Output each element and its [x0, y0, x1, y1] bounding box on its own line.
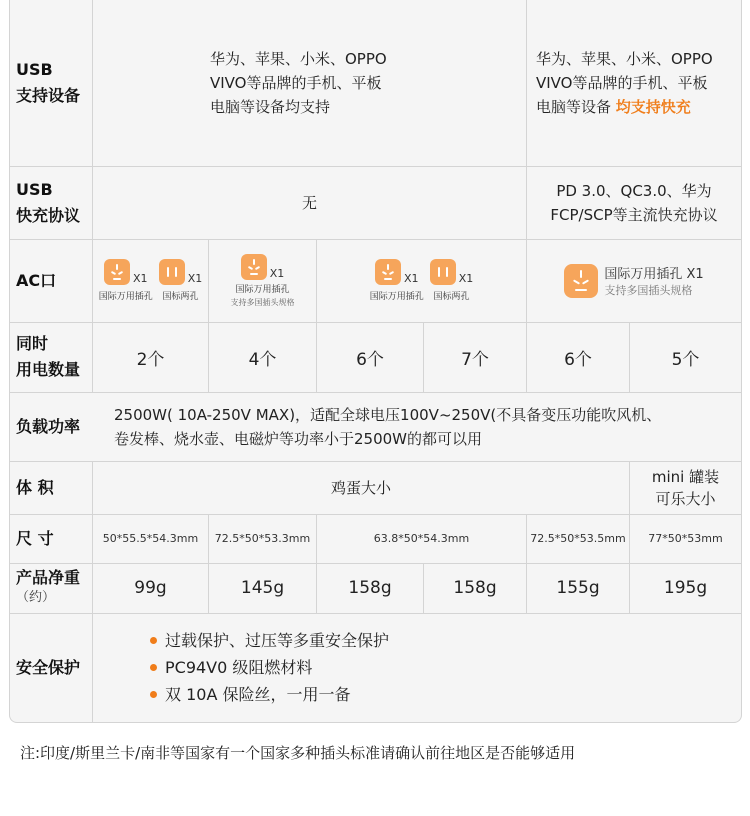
ac-count: X1	[686, 267, 704, 282]
two-pin-caption: 国标两孔	[433, 292, 470, 302]
two-pin-plug-icon	[430, 259, 456, 285]
volume-label: 体 积	[16, 477, 54, 497]
power-text: 2500W( 10A-250V MAX)，适配全球电压100V~250V(不具备变压功能吹风机、 卷发棒、烧水壶、电磁炉等功率小于2500W的都可以用	[114, 405, 662, 448]
safety-item-text: 双 10A 保险丝，一用一备	[165, 685, 351, 704]
usb-support-basic-text: 华为、苹果、小米、OPPO VIVO等品牌的手机、平板 电脑等设备均支持	[210, 50, 387, 116]
two-pin-outlet	[430, 259, 474, 302]
ac-count: X1	[458, 272, 474, 285]
size-value: 50*55.5*54.3mm	[102, 532, 199, 545]
weight-sublabel: （约）	[16, 590, 56, 605]
ac-count: X1	[269, 266, 285, 280]
safety-item-text: PC94V0 级阻燃材料	[165, 658, 313, 677]
size-value: 77*50*53mm	[648, 532, 723, 545]
safety-item-text: 过载保护、过压等多重安全保护	[165, 631, 390, 650]
bullet-dot-icon	[150, 691, 157, 698]
two-pin-plug-icon	[159, 259, 185, 285]
weight-value: 99g	[134, 578, 167, 598]
weight-value: 145g	[240, 578, 285, 598]
footnote: 注:印度/斯里兰卡/南非等国家有一个国家多种插头标准请确认前往地区是否能够适用	[20, 744, 576, 762]
universal-outlet-large	[527, 239, 741, 322]
usb-support-fast-text: 华为、苹果、小米、OPPO VIVO等品牌的手机、平板 电脑等设备 均支持快充	[536, 50, 713, 116]
universal-outlet	[231, 254, 295, 308]
outlets-label: 同时 用电数量	[16, 334, 81, 379]
universal-plug-icon	[564, 264, 598, 298]
universal-caption: 国际万用插孔	[369, 292, 424, 302]
bullet-dot-icon	[150, 664, 157, 671]
bullet-dot-icon	[150, 637, 157, 644]
usb-fast-none: 无	[301, 193, 317, 212]
universal-note: 支持多国插头规格	[230, 297, 295, 307]
size-value: 72.5*50*53.5mm	[530, 532, 626, 545]
outlet-count: 4个	[248, 349, 277, 370]
safety-item	[150, 627, 389, 654]
power-label: 负载功率	[16, 416, 81, 436]
weight-value: 158g	[453, 578, 497, 598]
universal-plug-icon	[375, 259, 401, 285]
ac-count: X1	[403, 272, 419, 285]
size-value: 63.8*50*54.3mm	[373, 532, 470, 545]
universal-plug-icon	[241, 254, 267, 280]
safety-label: 安全保护	[16, 657, 81, 677]
ac-count: X1	[132, 272, 148, 285]
outlet-count: 6个	[356, 349, 384, 370]
weight-label: 产品净重	[16, 568, 81, 587]
usb-fast-protocols: PD 3.0、QC3.0、华为 FCP/SCP等主流快充协议	[550, 181, 718, 224]
two-pin-caption: 国标两孔	[162, 292, 199, 302]
volume-large: mini 罐装 可乐大小	[651, 467, 720, 508]
usb-fast-label: USB 快充协议	[16, 179, 81, 225]
outlet-count: 7个	[461, 349, 489, 370]
size-label: 尺 寸	[16, 528, 54, 548]
outlet-count: 6个	[564, 349, 592, 370]
two-pin-outlet	[159, 259, 203, 302]
weight-value: 158g	[348, 578, 392, 598]
universal-caption: 国际万用插孔	[98, 292, 153, 302]
universal-caption: 国际万用插孔	[235, 284, 290, 295]
weight-value: 155g	[556, 578, 600, 598]
ac-count: X1	[187, 272, 203, 285]
size-value: 72.5*50*53.3mm	[214, 532, 311, 545]
safety-item	[150, 681, 350, 708]
universal-plug-icon	[104, 259, 130, 285]
outlet-count: 2个	[136, 349, 165, 370]
universal-outlet	[99, 259, 153, 302]
weight-label-group	[10, 563, 92, 613]
weight-value: 195g	[663, 578, 708, 598]
volume-basic: 鸡蛋大小	[330, 478, 391, 497]
outlet-count: 5个	[671, 349, 700, 370]
universal-large-caption: 国际万用插孔	[604, 267, 683, 282]
spec-table	[9, 0, 742, 723]
ac-label: AC口	[16, 270, 57, 290]
universal-large-note: 支持多国插头规格	[604, 284, 693, 297]
universal-outlet	[370, 259, 424, 302]
fast-charge-highlight: 均支持快充	[615, 98, 691, 116]
usb-support-label: USB 支持设备	[16, 60, 81, 105]
safety-item	[150, 654, 312, 681]
